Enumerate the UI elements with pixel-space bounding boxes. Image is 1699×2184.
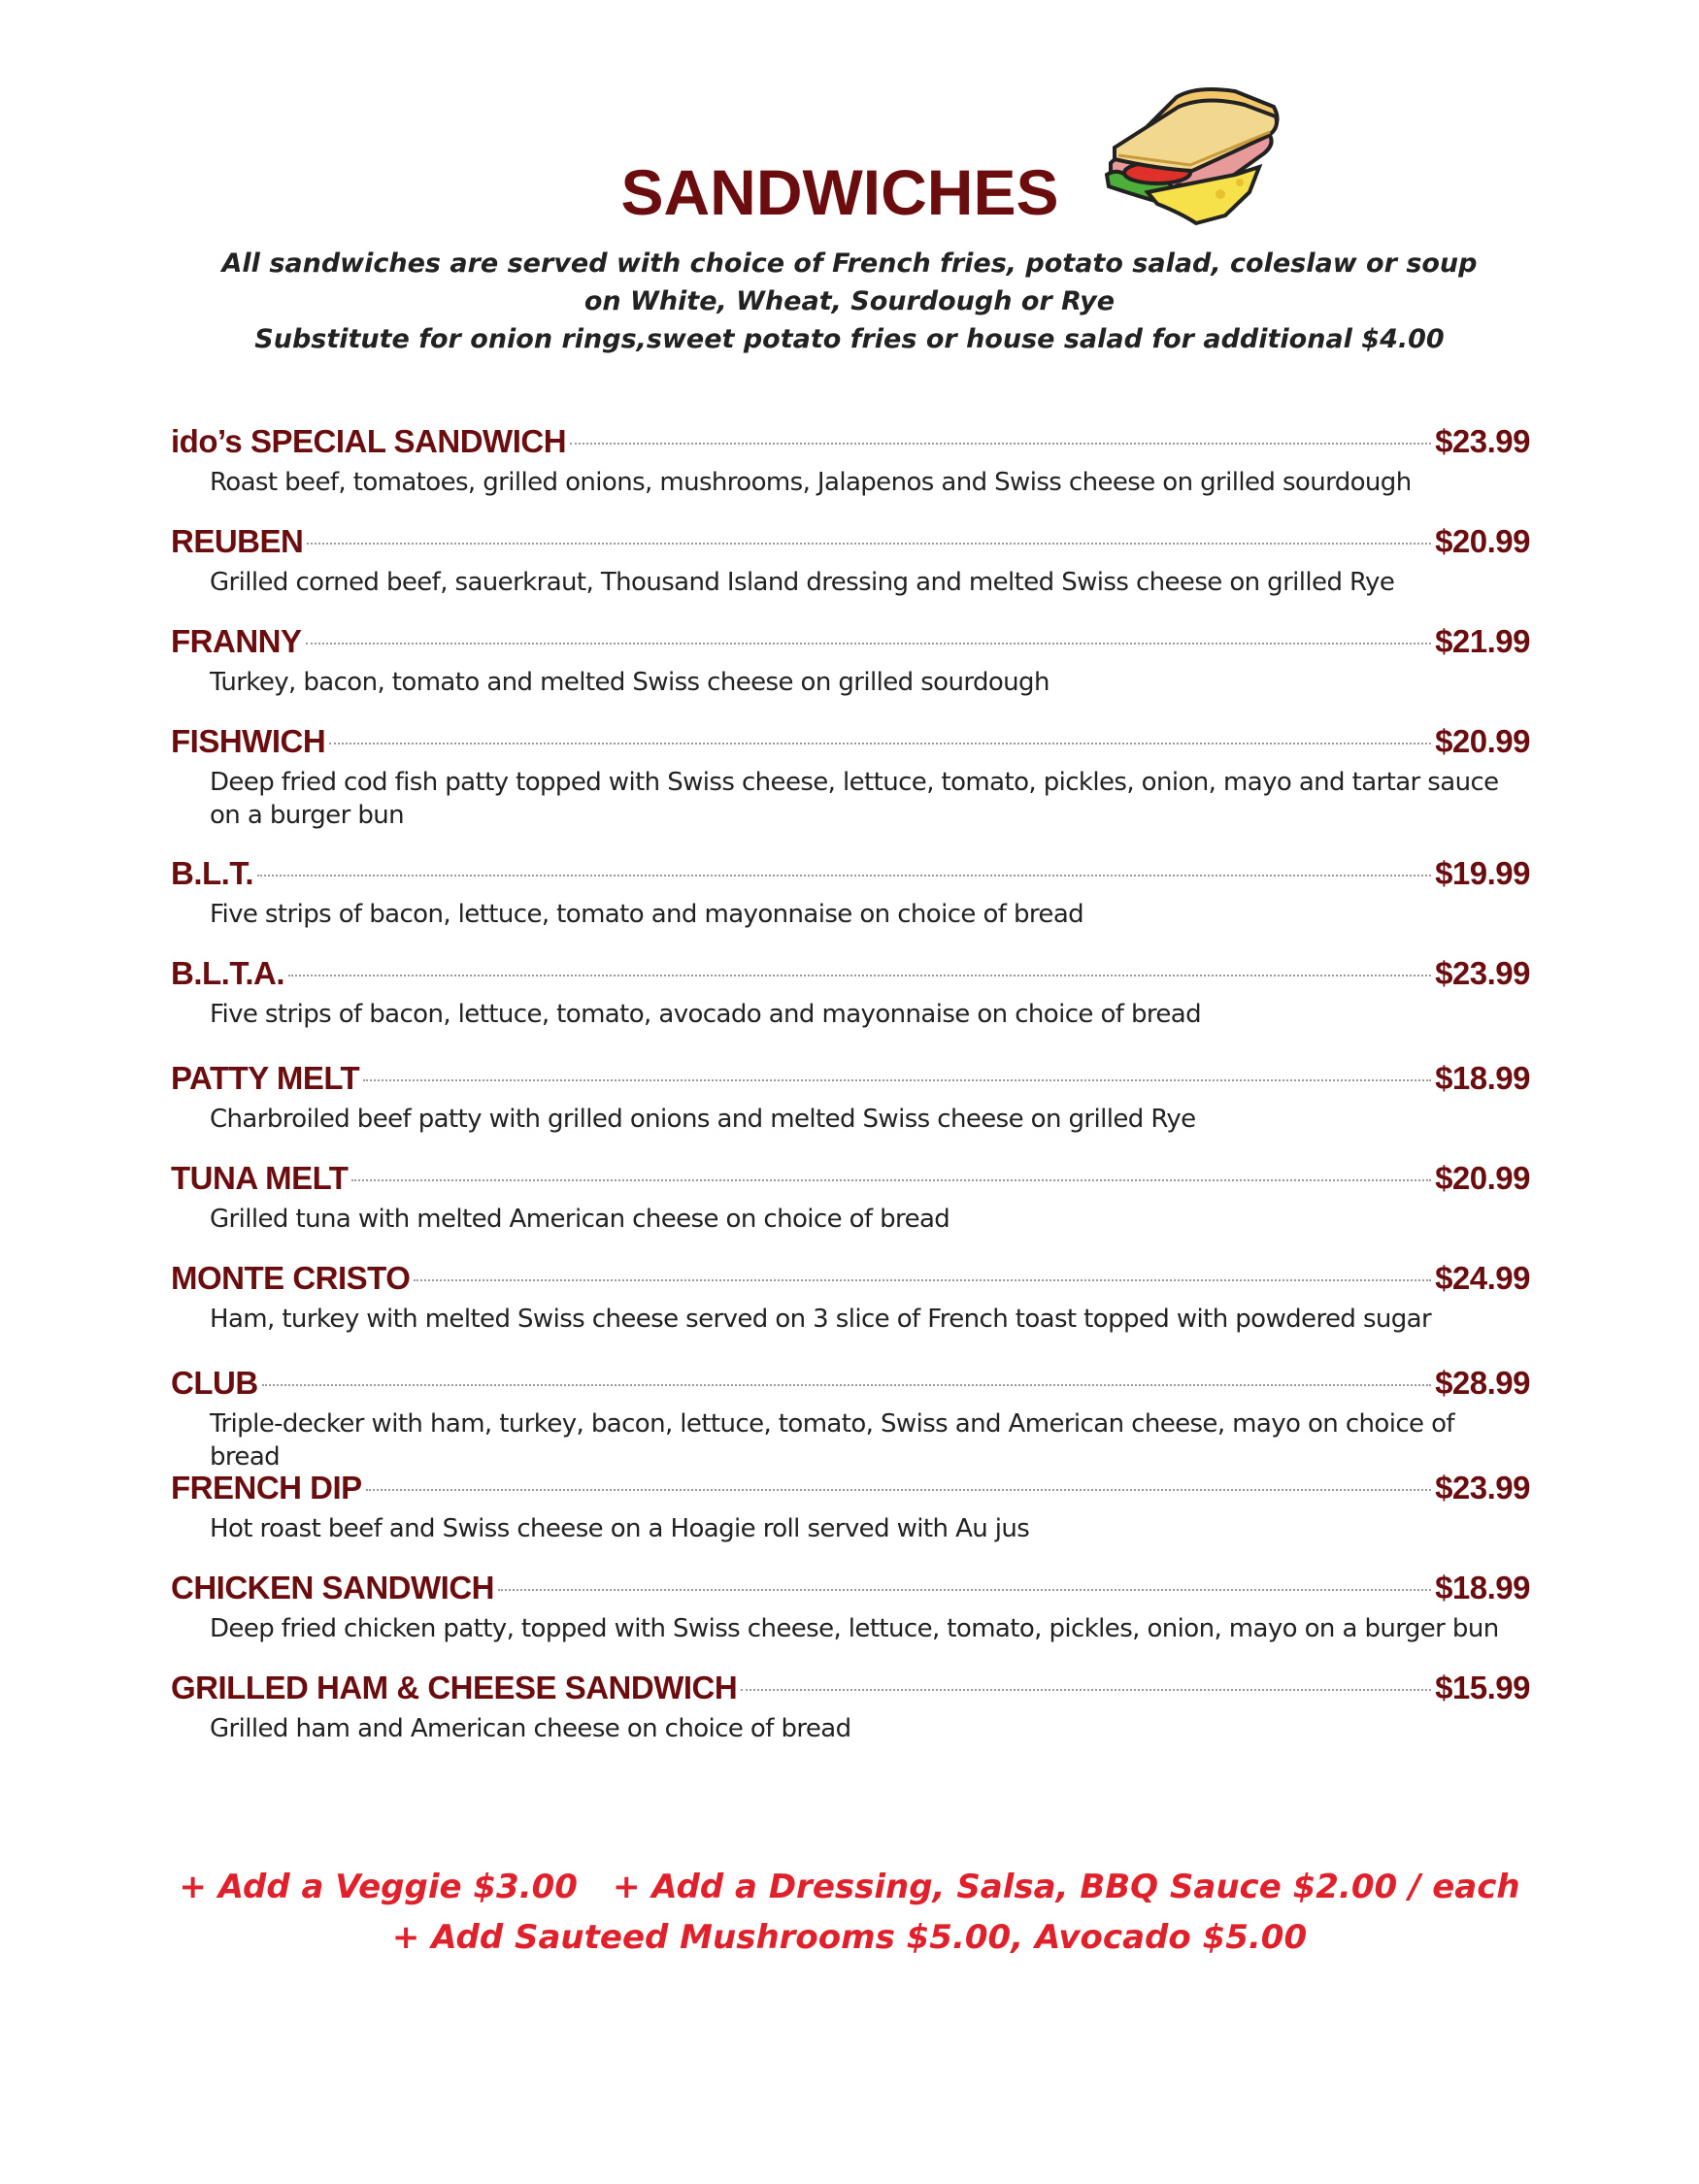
item-name: CLUB [171, 1365, 258, 1401]
item-description: Five strips of bacon, lettuce, tomato, avocado and mayonnaise on choice of bread [210, 1000, 1202, 1029]
item-price: $20.99 [1435, 1160, 1530, 1196]
item-name: B.L.T. [171, 855, 253, 891]
sandwich-list [171, 423, 1530, 1770]
dot-leader [262, 1384, 1431, 1386]
add-ons [0, 1862, 1699, 1963]
dot-leader [288, 975, 1431, 976]
item-description: Turkey, bacon, tomato and melted Swiss cheese on grilled sourdough [210, 668, 1049, 697]
addon-mushrooms: + Add Sauteed Mushrooms $5.00, Avocado $5.00 [391, 1918, 1308, 1957]
dot-leader [306, 643, 1432, 645]
item-description: Triple-decker with ham, turkey, bacon, lettuce, tomato, Swiss and American cheese, mayo on choice of bread [210, 1409, 1454, 1472]
item-name: B.L.T.A. [171, 955, 284, 991]
item-price: $20.99 [1435, 523, 1530, 559]
addon-dressing: + Add a Dressing, Salsa, BBQ Sauce $2.00 / each [612, 1868, 1520, 1906]
menu-item [171, 523, 1530, 623]
menu-intro [0, 245, 1699, 358]
item-name: ido’s SPECIAL SANDWICH [171, 423, 567, 459]
item-name: GRILLED HAM & CHEESE SANDWICH [171, 1670, 738, 1705]
menu-item [171, 1670, 1530, 1770]
menu-item [171, 423, 1530, 523]
menu-item [171, 1260, 1530, 1365]
item-description: Roast beef, tomatoes, grilled onions, mushrooms, Jalapenos and Swiss cheese on grilled sourdough [210, 468, 1412, 497]
menu-item [171, 623, 1530, 723]
intro-line-2: on White, Wheat, Sourdough or Rye [583, 286, 1116, 316]
dot-leader [329, 743, 1431, 745]
menu-header [0, 155, 1699, 229]
item-description: Grilled ham and American cheese on choice of bread [210, 1714, 851, 1743]
item-price: $21.99 [1435, 623, 1530, 659]
item-description: Charbroiled beef patty with grilled onions and melted Swiss cheese on grilled Rye [210, 1105, 1196, 1134]
item-price: $19.99 [1435, 855, 1530, 891]
item-price: $28.99 [1435, 1365, 1530, 1401]
menu-item [171, 1470, 1530, 1570]
menu-item [171, 723, 1530, 855]
menu-item [171, 855, 1530, 955]
item-description: Deep fried cod fish patty topped with Swiss cheese, lettuce, tomato, pickles, onion, mayo and tartar sauce on a burger bun [210, 768, 1499, 830]
menu-item [171, 1060, 1530, 1160]
item-name: FRENCH DIP [171, 1470, 362, 1506]
item-name: CHICKEN SANDWICH [171, 1570, 494, 1605]
intro-line-1: All sandwiches are served with choice of French fries, potato salad, coleslaw or soup [221, 248, 1478, 279]
item-name: FRANNY [171, 623, 302, 659]
item-price: $15.99 [1435, 1670, 1530, 1705]
item-price: $18.99 [1435, 1060, 1530, 1096]
item-description: Grilled corned beef, sauerkraut, Thousand Island dressing and melted Swiss cheese on grilled Rye [210, 568, 1395, 597]
dot-leader [741, 1689, 1431, 1691]
item-description: Hot roast beef and Swiss cheese on a Hoagie roll served with Au jus [210, 1514, 1030, 1543]
item-description: Ham, turkey with melted Swiss cheese served on 3 slice of French toast topped with powdered sugar [210, 1305, 1432, 1334]
item-name: MONTE CRISTO [171, 1260, 411, 1296]
item-price: $23.99 [1435, 1470, 1530, 1506]
menu-item [171, 1160, 1530, 1260]
menu-item [171, 1365, 1530, 1470]
dot-leader [351, 1179, 1431, 1181]
sandwich-icon [1089, 78, 1283, 238]
item-name: FISHWICH [171, 723, 326, 759]
item-price: $23.99 [1435, 955, 1530, 991]
dot-leader [414, 1279, 1431, 1281]
item-price: $23.99 [1435, 423, 1530, 459]
item-name: TUNA MELT [171, 1160, 349, 1196]
page-title: SANDWICHES [620, 156, 1059, 228]
item-description: Five strips of bacon, lettuce, tomato and mayonnaise on choice of bread [210, 900, 1084, 929]
item-name: PATTY MELT [171, 1060, 360, 1096]
dot-leader [498, 1589, 1431, 1591]
dot-leader [257, 875, 1431, 877]
intro-line-3: Substitute for onion rings,sweet potato fries or house salad for additional $4.00 [254, 324, 1445, 354]
item-name: REUBEN [171, 523, 304, 559]
item-description: Grilled tuna with melted American cheese on choice of bread [210, 1205, 950, 1234]
item-price: $24.99 [1435, 1260, 1530, 1296]
addon-veggie: + Add a Veggie $3.00 [179, 1868, 578, 1906]
menu-item [171, 955, 1530, 1060]
dot-leader [363, 1079, 1431, 1081]
dot-leader [366, 1489, 1431, 1491]
item-price: $18.99 [1435, 1570, 1530, 1605]
item-price: $20.99 [1435, 723, 1530, 759]
dot-leader [570, 443, 1431, 445]
menu-item [171, 1570, 1530, 1670]
item-description: Deep fried chicken patty, topped with Swiss cheese, lettuce, tomato, pickles, onion, mayo on a burger bun [210, 1614, 1499, 1643]
dot-leader [307, 543, 1431, 545]
